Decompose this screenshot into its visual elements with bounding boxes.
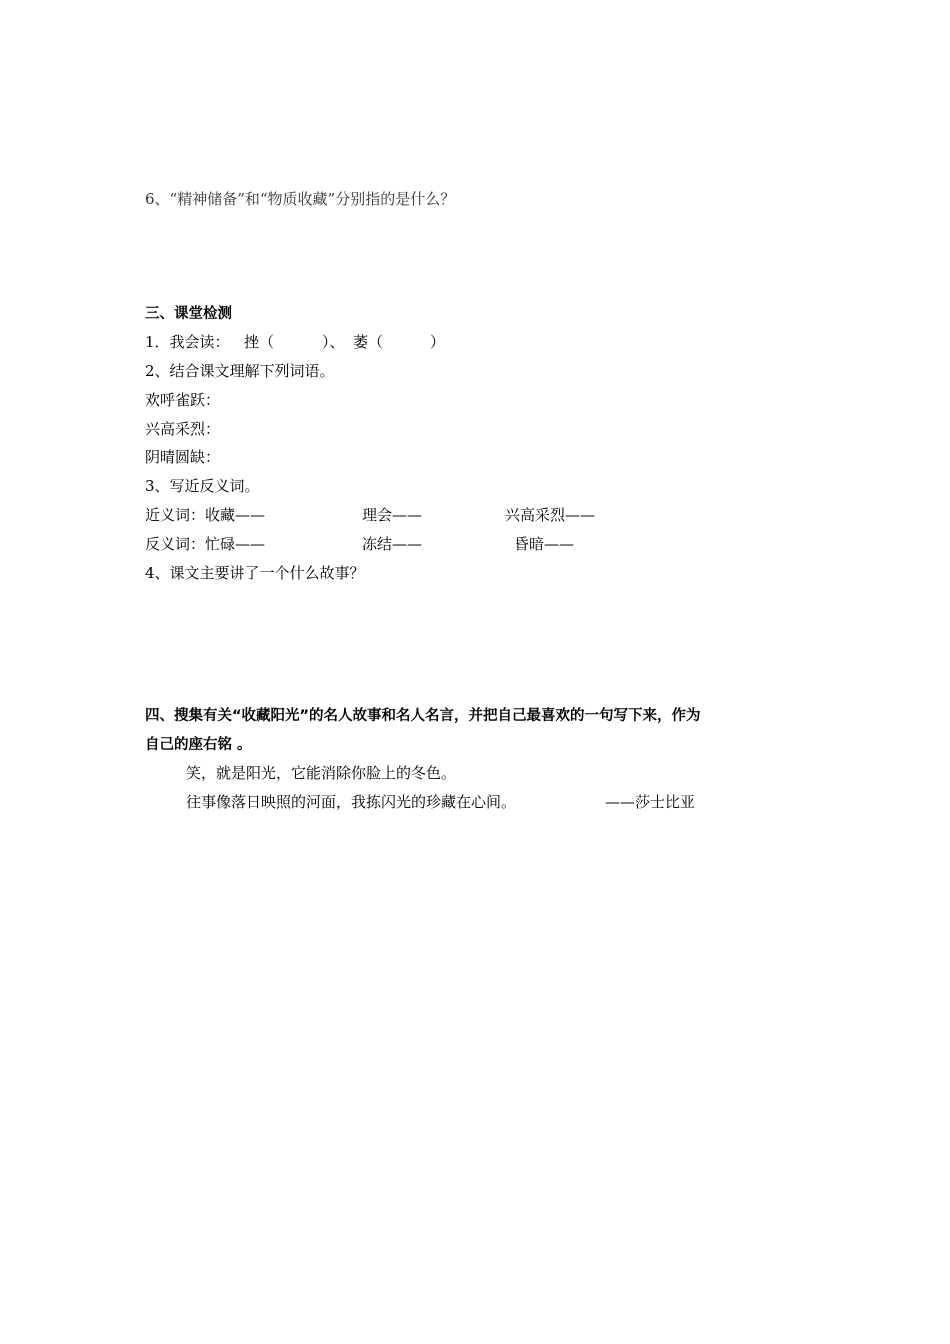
word-2: 兴高采烈： <box>145 420 221 438</box>
word-1: 欢呼雀跃： <box>145 391 221 409</box>
synonyms-col-3: 兴高采烈—— <box>505 506 596 524</box>
synonyms-label: 近义词：收藏—— <box>145 506 266 524</box>
question-6: 6、“精神储备”和“物质收藏”分别指的是什么？ <box>145 190 456 208</box>
section-4-heading-line-1: 四、搜集有关“收藏阳光”的名人故事和名人名言，并把自己最喜欢的一句写下来，作为 <box>145 708 701 724</box>
quote-1: 笑，就是阳光，它能消除你脸上的冬色。 <box>186 764 457 782</box>
item-1-char-2: 萎（ <box>353 333 384 351</box>
item-3: 3、写近反义词。 <box>145 477 260 495</box>
antonyms-label: 反义词：忙碌—— <box>145 535 266 553</box>
quote-2: 往事像落日映照的河面，我拣闪光的珍藏在心间。 <box>186 793 517 811</box>
antonyms-col-2: 冻结—— <box>362 535 423 553</box>
item-1-char-1: 挫（ <box>244 333 275 351</box>
antonyms-col-3: 昏暗—— <box>514 535 575 553</box>
quote-author: ——莎士比亚 <box>605 793 696 811</box>
synonyms-col-2: 理会—— <box>362 506 423 524</box>
item-4: 4、课文主要讲了一个什么故事？ <box>145 564 365 582</box>
item-2: 2、结合课文理解下列词语。 <box>145 362 335 380</box>
section-4-heading-line-2: 自己的座右铭 。 <box>145 737 252 753</box>
word-3: 阴晴圆缺： <box>145 448 221 466</box>
item-1-close-2: ） <box>430 333 446 351</box>
section-3-heading: 三、课堂检测 <box>145 306 232 322</box>
item-1-prefix: 1．我会读： <box>145 333 230 351</box>
item-1-close-1: ）、 <box>322 333 345 351</box>
